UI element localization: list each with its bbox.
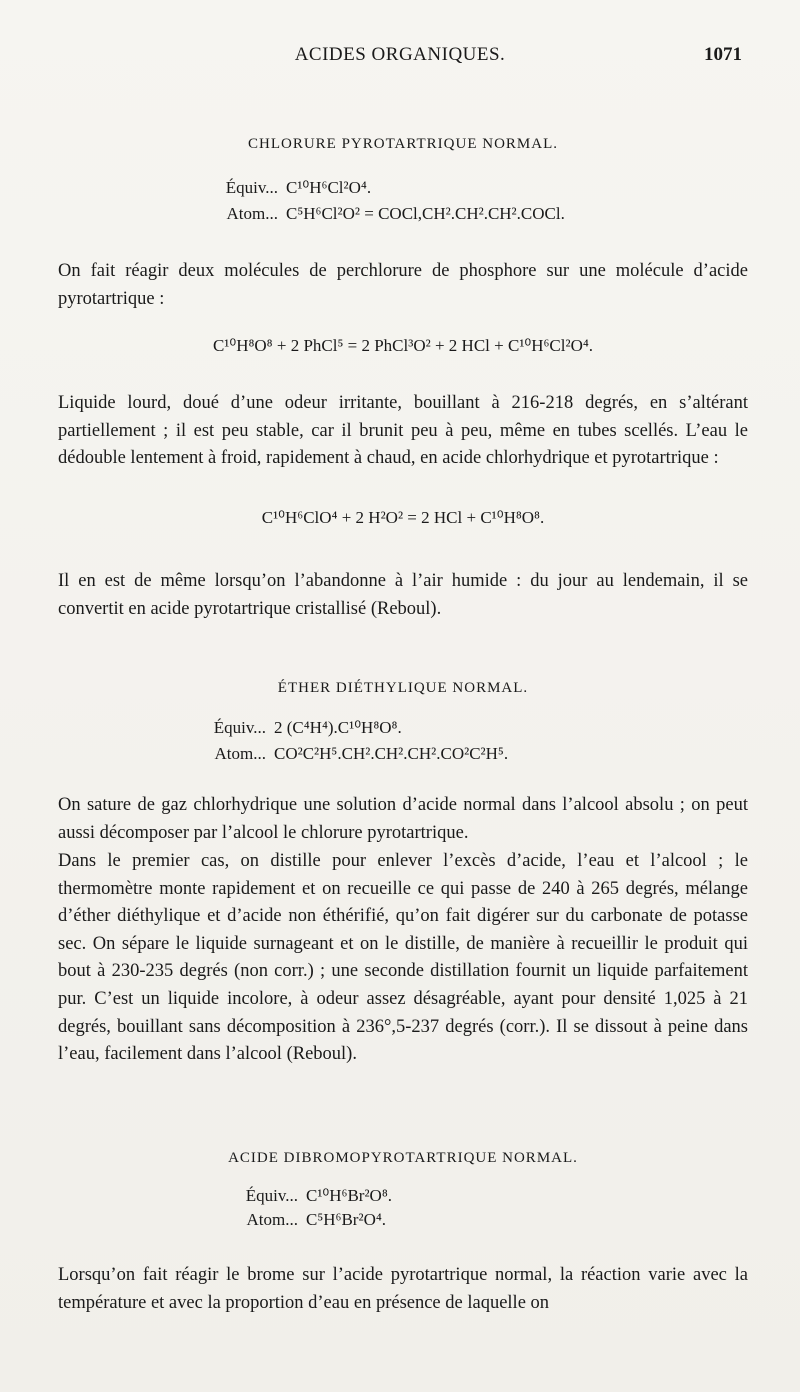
equiv-label: Équiv... [213,718,266,737]
atom-formula-row [176,744,508,764]
equiv-label: Équiv... [245,1186,298,1205]
equiv-label: Équiv... [225,178,278,197]
atom-formula: CO²C²H⁵.CH².CH².CH².CO²C²H⁵. [274,744,509,763]
paragraph: Lorsqu’on fait réagir le brome sur l’acide pyrotartrique normal, la réaction varie avec la température et avec la proportion d’eau en présence de laquelle on [58,1265,748,1313]
equation-block [58,336,748,366]
atom-label: Atom... [226,204,278,223]
atom-formula-row [188,204,565,224]
paragraph: On fait réagir deux molécules de perchlorure de phosphore sur une molécule d’acide pyrotartrique : [58,261,748,309]
running-header [0,44,800,72]
chemical-equation: C¹⁰H⁶ClO⁴ + 2 H²O² = 2 HCl + C¹⁰H⁸O⁸. [261,508,545,527]
equiv-formula-row [208,1186,392,1206]
section-acide-dibromo [58,1150,748,1250]
equation-block [58,508,748,538]
running-title: ACIDES ORGANIQUES. [294,44,506,65]
equiv-formula: 2 (C⁴H⁴).C¹⁰H⁸O⁸. [274,718,402,737]
chemical-equation: C¹⁰H⁸O⁸ + 2 PhCl⁵ = 2 PhCl³O² + 2 HCl + C¹⁰H⁶Cl²O⁴. [212,336,594,355]
atom-label: Atom... [246,1210,298,1229]
atom-formula-row [208,1210,386,1230]
atom-label: Atom... [214,744,266,763]
equiv-formula-row [176,718,402,738]
section-heading: ÉTHER DIÉTHYLIQUE NORMAL. [277,680,529,696]
section-chlorure [58,136,748,236]
section-heading: CHLORURE PYROTARTRIQUE NORMAL. [248,136,558,152]
equiv-formula: C¹⁰H⁶Cl²O⁴. [286,178,372,197]
section-ether [58,680,748,780]
paragraph: On sature de gaz chlorhydrique une solution d’acide normal dans l’alcool absolu ; on peut aussi décomposer par l’alcool le chlorure pyrotartrique. [58,795,748,843]
atom-formula: C⁵H⁶Cl²O² = COCl,CH².CH².CH².COCl. [286,204,565,223]
equiv-formula: C¹⁰H⁶Br²O⁸. [306,1186,393,1205]
atom-formula: C⁵H⁶Br²O⁴. [306,1210,387,1229]
paragraph: Liquide lourd, doué d’une odeur irritante, bouillant à 216-218 degrés, en s’altérant partiellement ; il est peu stable, car il brunit peu à peu, même en tubes scellés. L’eau le dédouble lentement à froid, rapidement à chaud, en acide chlorhydrique et pyrotartrique : [58,393,748,469]
paragraph: Il en est de même lorsqu’on l’abandonne à l’air humide : du jour au lendemain, il se convertit en acide pyrotartrique cristallisé (Reboul). [58,571,748,619]
section-heading: ACIDE DIBROMOPYROTARTRIQUE NORMAL. [228,1150,578,1166]
paragraph: Dans le premier cas, on distille pour enlever l’excès d’acide, l’eau et l’alcool ; le thermomètre monte rapidement et on recueille ce qui passe de 240 à 265 degrés, mélange d’éther diéthylique et d’acide non éthérifié, qu’on fait digérer sur du carbonate de potasse sec. On sépare le liquide surnageant et on le distille, de manière à recueillir le produit qui bout à 230-235 degrés (non corr.) ; une seconde distillation fournit un liquide parfaitement pur. C’est un liquide incolore, à odeur assez désagréable, ayant pour densité 1,025 à 21 degrés, bouillant sans décomposition à 236°,5-237 degrés (corr.). Il se dissout à peine dans l’eau, facilement dans l’alcool (Reboul). [58,851,748,1065]
page-number: 1071 [704,44,742,65]
equiv-formula-row [188,178,371,198]
